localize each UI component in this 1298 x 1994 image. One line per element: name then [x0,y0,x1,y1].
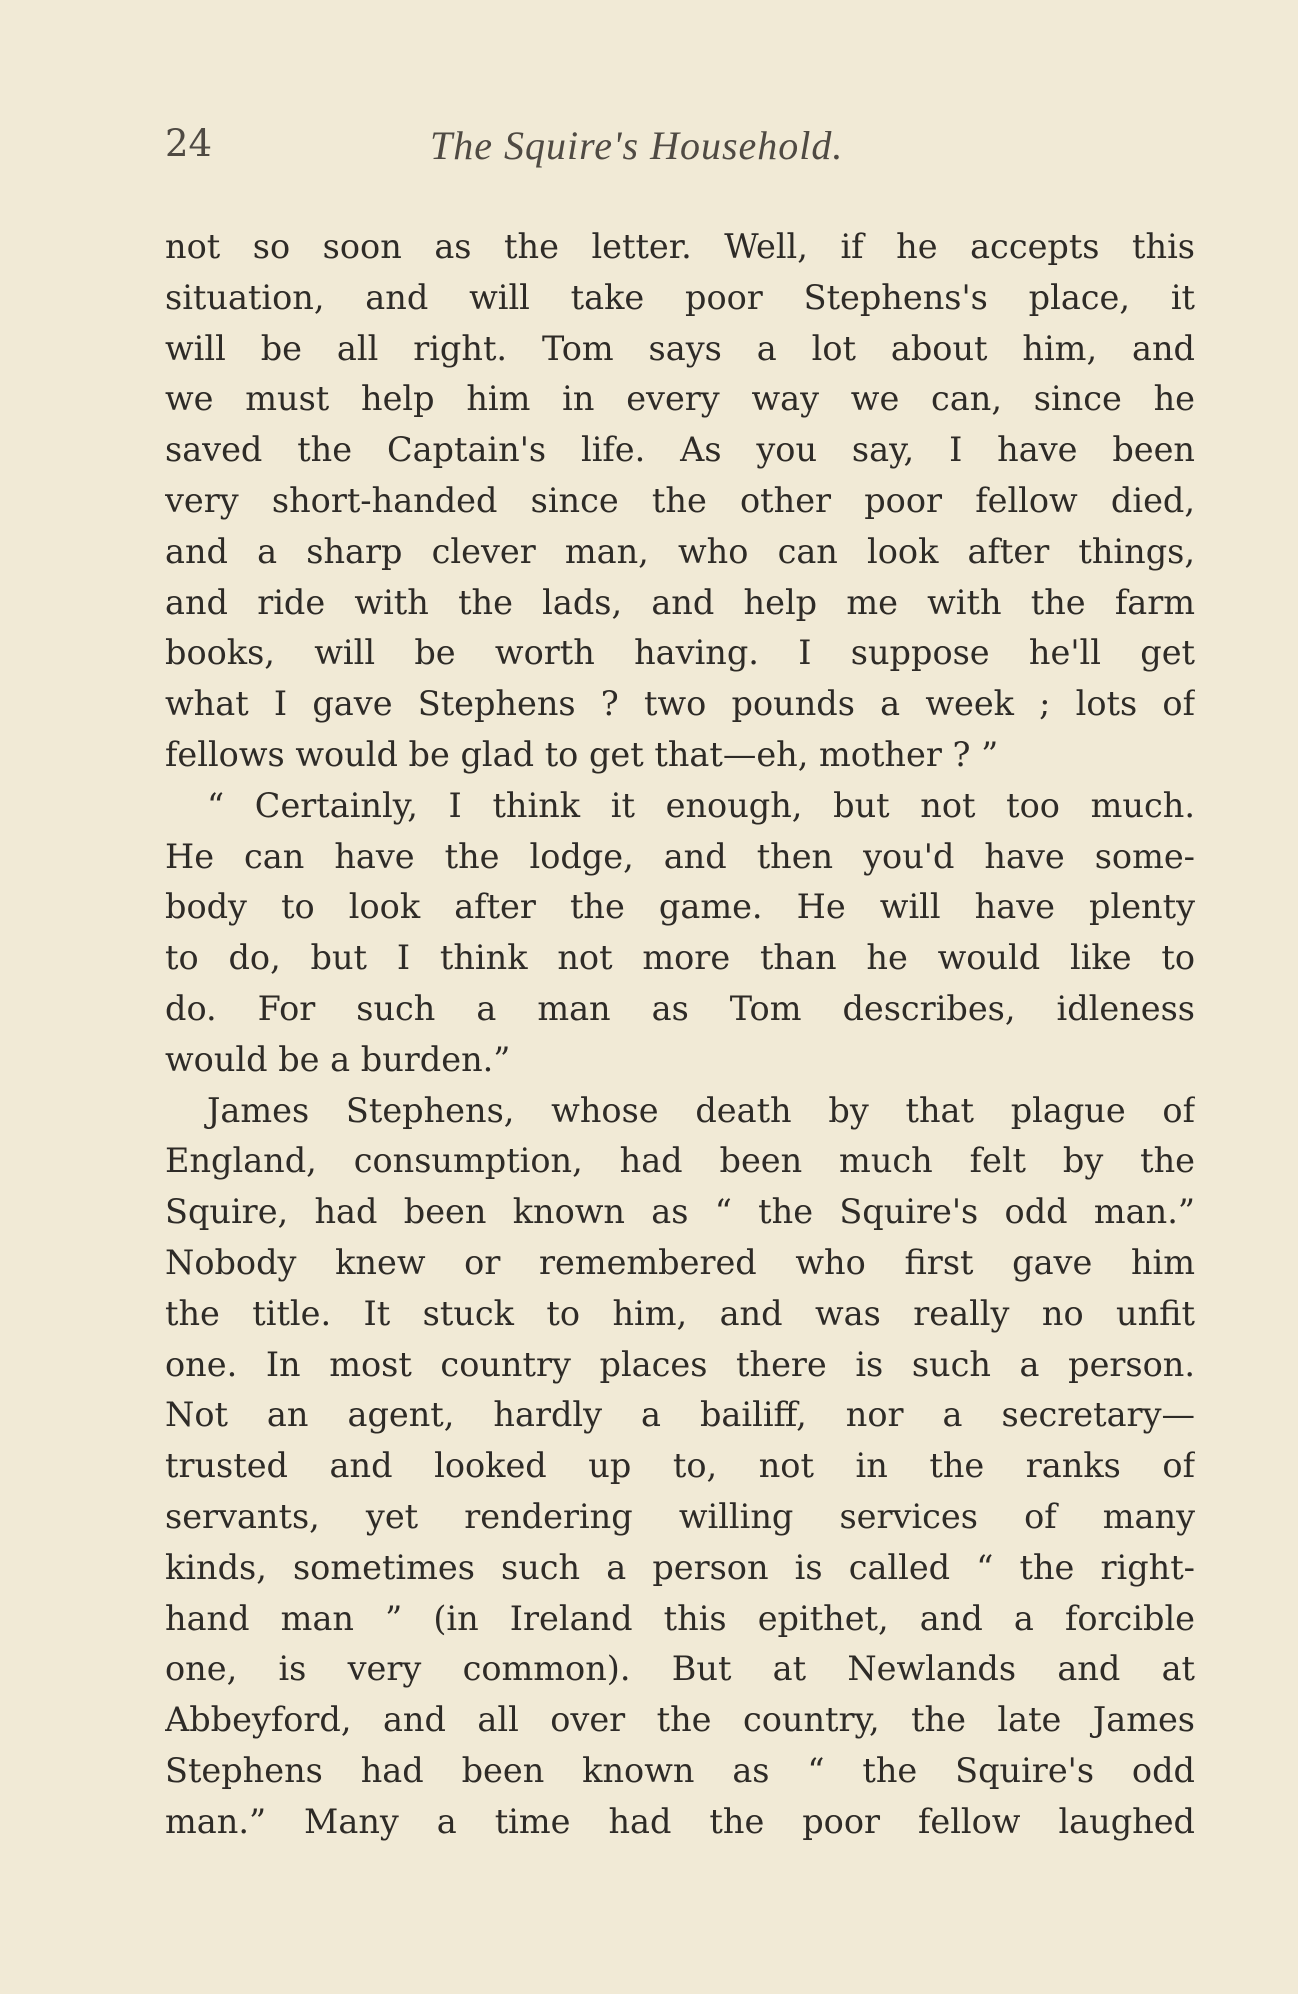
running-head [165,122,1195,172]
text-line: body to look after the game. He will have plenty [165,887,1195,927]
text-line: very short-handed since the other poor fellow died, [165,480,1195,520]
text-line: the title. It stuck to him, and was really no unfit [165,1293,1195,1333]
text-line: servants, yet rendering willing services of many [165,1496,1195,1536]
text-line: to do, but I think not more than he would like to [165,938,1195,978]
text-line: would be a burden.” [165,1039,511,1079]
text-line: and a sharp clever man, who can look after things, [165,531,1195,571]
text-line: fellows would be glad to get that—eh, mother ? ” [165,734,999,774]
text-line: England, consumption, had been much felt by the [165,1141,1195,1181]
text-line: situation, and will take poor Stephens's place, it [165,277,1195,317]
text-line: saved the Captain's life. As you say, I have been [165,430,1195,470]
text-line: He can have the lodge, and then you'd have some- [165,836,1195,876]
text-line: one. In most country places there is such a person. [165,1344,1195,1384]
text-line: not so soon as the letter. Well, if he accepts this [165,227,1195,266]
page-number: 24 [165,122,213,165]
text-line: what I gave Stephens ? two pounds a week ; lots of [165,684,1195,724]
text-line: trusted and looked up to, not in the ranks of [165,1446,1195,1486]
text-line: Not an agent, hardly a bailiff, nor a secretary— [165,1395,1195,1435]
text-line: do. For such a man as Tom describes, idleness [165,988,1195,1028]
text-line: man.” Many a time had the poor fellow laughed [165,1801,1195,1841]
text-line: hand man ” (in Ireland this epithet, and a forcible [165,1598,1195,1638]
text-line: James Stephens, whose death by that plague of [207,1090,1195,1130]
running-title: The Squire's Household. [430,123,844,168]
text-line: kinds, sometimes such a person is called “ the right- [165,1547,1195,1587]
text-line: books, will be worth having. I suppose he'll get [165,633,1195,673]
text-line: Stephens had been known as “ the Squire's odd [165,1750,1195,1790]
text-line: Squire, had been known as “ the Squire's odd man.” [165,1192,1195,1232]
text-line: we must help him in every way we can, since he [165,379,1195,419]
text-line: Abbeyford, and all over the country, the late James [165,1700,1195,1740]
text-line: one, is very common). But at Newlands and at [165,1649,1195,1689]
text-line: will be all right. Tom says a lot about him, and [165,328,1195,368]
text-line: and ride with the lads, and help me with the farm [165,582,1195,622]
body-text [165,222,1195,1848]
text-line: “ Certainly, I think it enough, but not too much. [207,785,1195,825]
text-line: Nobody knew or remembered who first gave him [165,1242,1195,1282]
